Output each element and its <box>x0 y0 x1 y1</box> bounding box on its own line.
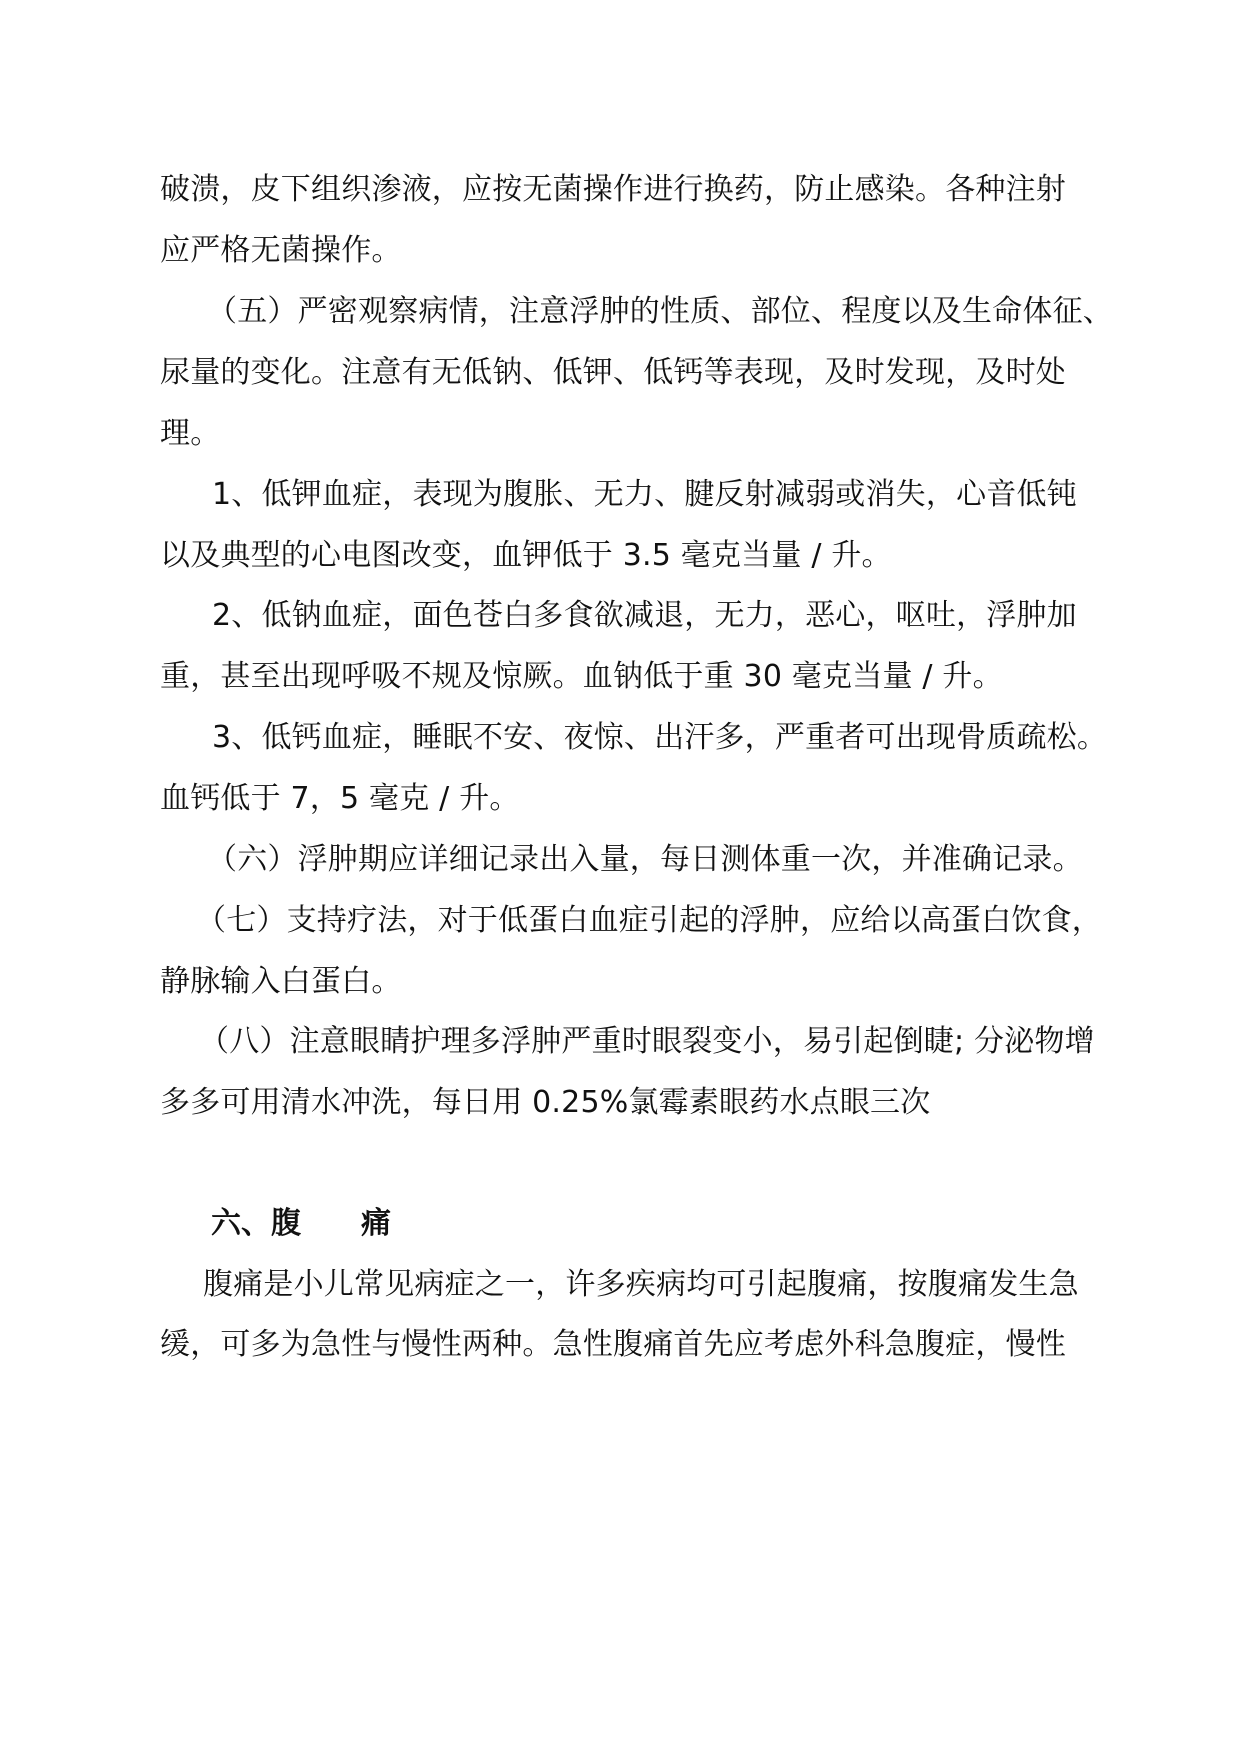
text-line: 血钙低于 7，5 毫克 / 升。 <box>160 781 520 816</box>
paragraph-line: 腹痛是小儿常见病症之一，许多疾病均可引起腹痛，按腹痛发生急 <box>203 1267 1079 1302</box>
text-line: 以及典型的心电图改变，血钾低于 3.5 毫克当量 / 升。 <box>160 538 892 573</box>
text-line: 3、低钙血症，睡眠不安、夜惊、出汗多，严重者可出现骨质疏松。 <box>212 720 1108 755</box>
heading-part-2: 痛 <box>361 1206 391 1241</box>
section-heading <box>211 1206 391 1242</box>
paragraph-line: 缓，可多为急性与慢性两种。急性腹痛首先应考虑外科急腹症，慢性 <box>160 1327 1066 1362</box>
text-line: （五）严密观察病情，注意浮肿的性质、部位、程度以及生命体征、 <box>207 294 1113 329</box>
text-line: （六）浮肿期应详细记录出入量，每日测体重一次，并准确记录。 <box>207 842 1083 877</box>
text-line: 静脉输入白蛋白。 <box>160 964 402 999</box>
text-line: 破溃，皮下组织渗液，应按无菌操作进行换药，防止感染。各种注射 <box>160 172 1066 207</box>
text-line: 1、低钾血症，表现为腹胀、无力、腱反射减弱或消失，心音低钝 <box>212 477 1077 512</box>
text-line: （八）注意眼睛护理多浮肿严重时眼裂变小，易引起倒睫; 分泌物增 <box>199 1024 1095 1059</box>
text-line: 2、低钠血症，面色苍白多食欲减退，无力，恶心，呕吐，浮肿加 <box>212 598 1077 633</box>
text-line: 理。 <box>160 416 221 451</box>
heading-part-1: 六、腹 <box>211 1206 301 1241</box>
text-line: 重，甚至出现呼吸不规及惊厥。血钠低于重 30 毫克当量 / 升。 <box>160 659 1003 694</box>
text-line: 尿量的变化。注意有无低钠、低钾、低钙等表现，及时发现，及时处 <box>160 355 1066 390</box>
text-line: 多多可用清水冲洗，每日用 0.25%氯霉素眼药水点眼三次 <box>160 1085 931 1120</box>
text-line: 应严格无菌操作。 <box>160 233 402 268</box>
text-line: （七）支持疗法，对于低蛋白血症引起的浮肿，应给以高蛋白饮食， <box>196 903 1102 938</box>
